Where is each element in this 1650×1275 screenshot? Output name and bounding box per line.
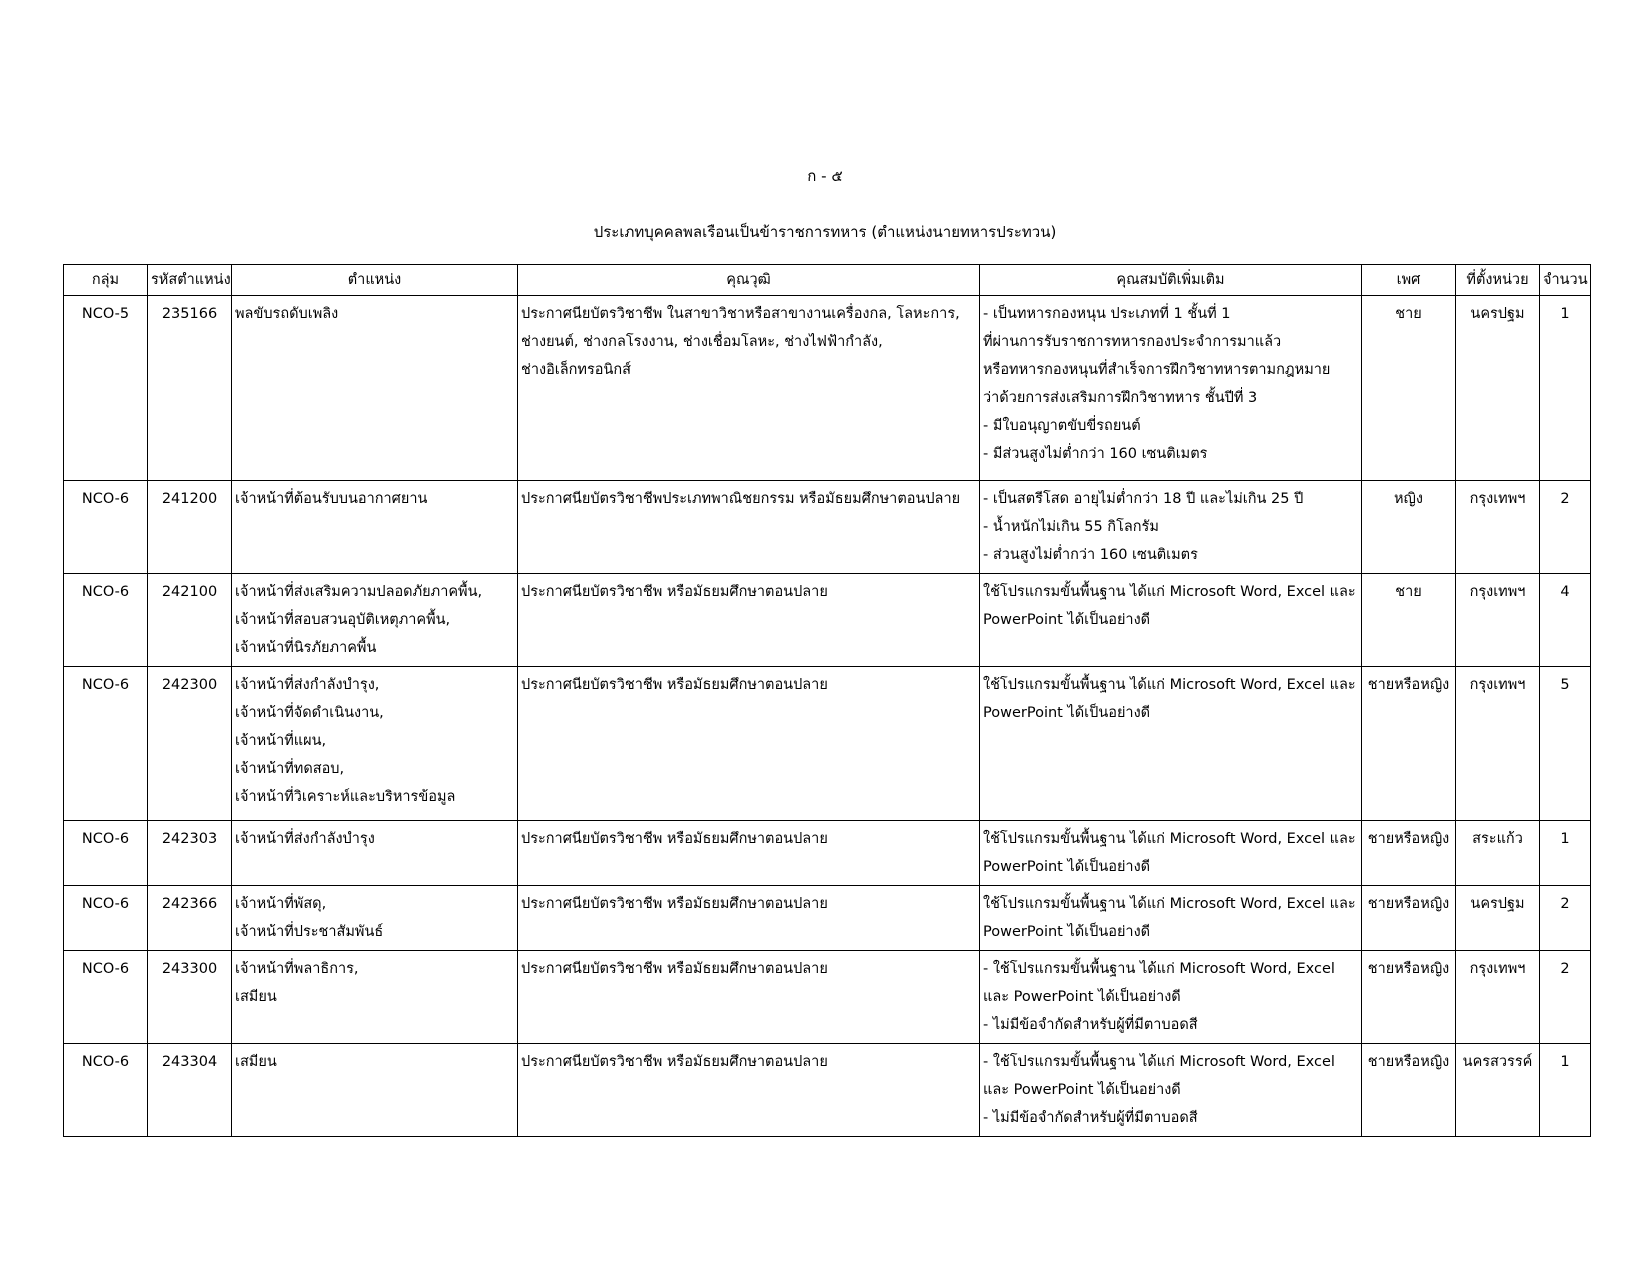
cell-position-line: เจ้าหน้าที่พัสดุ, [235,896,327,912]
cell-extra-qualification [980,886,1362,951]
cell-qualification [518,1044,980,1137]
cell-position [232,296,518,481]
cell-extra-qualification-line: - ส่วนสูงไม่ต่ำกว่า 160 เซนติเมตร [983,547,1198,563]
table-row [64,886,1591,951]
cell-extra-qualification [980,296,1362,481]
cell-qualification [518,574,980,667]
cell-extra-qualification-line: และ PowerPoint ได้เป็นอย่างดี [983,989,1181,1005]
cell-position-code: 243304 [148,1044,232,1137]
cell-qualification-line: ประกาศนียบัตรวิชาชีพ หรือมัธยมศึกษาตอนปลาย [521,677,828,693]
cell-group: NCO-6 [64,1044,148,1137]
header-qualification: คุณวุฒิ [518,265,980,296]
header-location: ที่ตั้งหน่วย [1456,265,1540,296]
header-extra-qualification: คุณสมบัติเพิ่มเติม [980,265,1362,296]
cell-qualification [518,296,980,481]
cell-extra-qualification-line: PowerPoint ได้เป็นอย่างดี [983,859,1151,875]
cell-sex: ชายหรือหญิง [1362,667,1456,821]
cell-position [232,951,518,1044]
cell-position-line: เจ้าหน้าที่จัดดำเนินงาน, [235,705,384,721]
cell-extra-qualification-line: PowerPoint ได้เป็นอย่างดี [983,924,1151,940]
cell-position [232,667,518,821]
cell-count: 4 [1540,574,1591,667]
cell-position-code: 242303 [148,821,232,886]
cell-qualification-line: ประกาศนียบัตรวิชาชีพประเภทพาณิชยกรรม หรือมัธยมศึกษาตอนปลาย [521,491,961,507]
cell-qualification [518,481,980,574]
document-title: ประเภทบุคคลพลเรือนเป็นข้าราชการทหาร (ตำแหน่งนายทหารประทวน) [593,223,1057,241]
cell-position [232,886,518,951]
cell-extra-qualification-line: หรือทหารกองหนุนที่สำเร็จการฝึกวิชาทหารตามกฎหมาย [983,362,1331,378]
cell-count: 1 [1540,1044,1591,1137]
cell-extra-qualification-line: - น้ำหนักไม่เกิน 55 กิโลกรัม [983,519,1159,535]
cell-location: นครปฐม [1456,296,1540,481]
cell-count: 1 [1540,296,1591,481]
cell-qualification-line: ประกาศนียบัตรวิชาชีพ ในสาขาวิชาหรือสาขางานเครื่องกล, โลหะการ, [521,306,960,322]
cell-position-code: 241200 [148,481,232,574]
cell-qualification-line: ช่างอิเล็กทรอนิกส์ [521,362,631,378]
cell-position [232,821,518,886]
cell-position-line: เสมียน [235,989,277,1005]
cell-location: นครสวรรค์ [1456,1044,1540,1137]
cell-position-line: เจ้าหน้าที่ส่งกำลังบำรุง, [235,677,380,693]
cell-location: นครปฐม [1456,886,1540,951]
header-position: ตำแหน่ง [232,265,518,296]
cell-qualification-line: ประกาศนียบัตรวิชาชีพ หรือมัธยมศึกษาตอนปลาย [521,584,828,600]
table-header-row [64,265,1591,296]
cell-extra-qualification [980,667,1362,821]
cell-extra-qualification [980,821,1362,886]
cell-location: กรุงเทพฯ [1456,667,1540,821]
cell-extra-qualification [980,481,1362,574]
cell-position-line: เจ้าหน้าที่นิรภัยภาคพื้น [235,640,377,656]
cell-position-line: เจ้าหน้าที่ประชาสัมพันธ์ [235,924,384,940]
cell-sex: ชายหรือหญิง [1362,951,1456,1044]
cell-count: 5 [1540,667,1591,821]
cell-position-line: เจ้าหน้าที่สอบสวนอุบัติเหตุภาคพื้น, [235,612,451,628]
table-row [64,951,1591,1044]
cell-position-line: เจ้าหน้าที่ส่งเสริมความปลอดภัยภาคพื้น, [235,584,483,600]
cell-position-code: 242300 [148,667,232,821]
cell-sex: ชาย [1362,574,1456,667]
cell-group: NCO-5 [64,296,148,481]
cell-extra-qualification-line: - เป็นสตรีโสด อายุไม่ต่ำกว่า 18 ปี และไม่เกิน 25 ปี [983,491,1304,507]
cell-position-code: 243300 [148,951,232,1044]
cell-extra-qualification-line: PowerPoint ได้เป็นอย่างดี [983,705,1151,721]
cell-location: กรุงเทพฯ [1456,574,1540,667]
cell-group: NCO-6 [64,821,148,886]
header-code: รหัสตำแหน่ง [148,265,232,296]
cell-extra-qualification-line: - ไม่มีข้อจำกัดสำหรับผู้ที่มีตาบอดสี [983,1110,1198,1126]
cell-position-line: พลขับรถดับเพลิง [235,306,339,322]
table-row [64,481,1591,574]
cell-qualification [518,821,980,886]
table-row [64,667,1591,821]
cell-extra-qualification-line: และ PowerPoint ได้เป็นอย่างดี [983,1082,1181,1098]
positions-table [63,264,1591,1137]
header-count: จำนวน [1540,265,1591,296]
cell-qualification [518,667,980,821]
cell-extra-qualification-line: ใช้โปรแกรมขั้นพื้นฐาน ได้แก่ Microsoft Word, Excel และ [983,831,1356,847]
page-number: ก - ๕ [807,167,843,185]
cell-extra-qualification-line: ใช้โปรแกรมขั้นพื้นฐาน ได้แก่ Microsoft Word, Excel และ [983,677,1356,693]
cell-qualification [518,951,980,1044]
cell-extra-qualification-line: - มีใบอนุญาตขับขี่รถยนต์ [983,418,1141,434]
cell-sex: ชายหรือหญิง [1362,886,1456,951]
table-row [64,821,1591,886]
cell-extra-qualification-line: - ไม่มีข้อจำกัดสำหรับผู้ที่มีตาบอดสี [983,1017,1198,1033]
cell-location: สระแก้ว [1456,821,1540,886]
cell-location: กรุงเทพฯ [1456,951,1540,1044]
cell-extra-qualification [980,951,1362,1044]
table-body [64,296,1591,1137]
cell-extra-qualification-line: - มีส่วนสูงไม่ต่ำกว่า 160 เซนติเมตร [983,446,1208,462]
cell-count: 2 [1540,481,1591,574]
cell-position-line: เจ้าหน้าที่ต้อนรับบนอากาศยาน [235,491,428,507]
cell-extra-qualification-line: ที่ผ่านการรับราชการทหารกองประจำการมาแล้ว [983,334,1282,350]
cell-group: NCO-6 [64,667,148,821]
cell-qualification-line: ประกาศนียบัตรวิชาชีพ หรือมัธยมศึกษาตอนปลาย [521,896,828,912]
cell-position-line: เจ้าหน้าที่วิเคราะห์และบริหารข้อมูล [235,789,456,805]
cell-qualification-line: ประกาศนียบัตรวิชาชีพ หรือมัธยมศึกษาตอนปลาย [521,961,828,977]
cell-extra-qualification-line: PowerPoint ได้เป็นอย่างดี [983,612,1151,628]
cell-extra-qualification-line: ใช้โปรแกรมขั้นพื้นฐาน ได้แก่ Microsoft Word, Excel และ [983,584,1356,600]
cell-position [232,481,518,574]
cell-group: NCO-6 [64,951,148,1044]
header-sex: เพศ [1362,265,1456,296]
cell-position-line: เจ้าหน้าที่ทดสอบ, [235,761,345,777]
cell-position [232,1044,518,1137]
cell-sex: ชาย [1362,296,1456,481]
table-row [64,574,1591,667]
cell-position-code: 242100 [148,574,232,667]
cell-sex: ชายหรือหญิง [1362,1044,1456,1137]
cell-extra-qualification-line: - เป็นทหารกองหนุน ประเภทที่ 1 ชั้นที่ 1 [983,306,1231,322]
cell-qualification-line: ประกาศนียบัตรวิชาชีพ หรือมัธยมศึกษาตอนปลาย [521,1054,828,1070]
cell-qualification [518,886,980,951]
cell-position-code: 235166 [148,296,232,481]
table-row [64,1044,1591,1137]
cell-sex: หญิง [1362,481,1456,574]
cell-location: กรุงเทพฯ [1456,481,1540,574]
cell-extra-qualification-line: - ใช้โปรแกรมขั้นพื้นฐาน ได้แก่ Microsoft Word, Excel [983,1054,1335,1070]
cell-group: NCO-6 [64,574,148,667]
cell-qualification-line: ช่างยนต์, ช่างกลโรงงาน, ช่างเชื่อมโลหะ, ช่างไฟฟ้ากำลัง, [521,334,883,350]
cell-count: 2 [1540,886,1591,951]
cell-extra-qualification-line: - ใช้โปรแกรมขั้นพื้นฐาน ได้แก่ Microsoft Word, Excel [983,961,1335,977]
cell-group: NCO-6 [64,481,148,574]
table-row [64,296,1591,481]
cell-position-line: เจ้าหน้าที่แผน, [235,733,327,749]
cell-position-code: 242366 [148,886,232,951]
cell-count: 1 [1540,821,1591,886]
cell-position-line: เจ้าหน้าที่ส่งกำลังบำรุง [235,831,375,847]
cell-extra-qualification [980,574,1362,667]
cell-sex: ชายหรือหญิง [1362,821,1456,886]
cell-qualification-line: ประกาศนียบัตรวิชาชีพ หรือมัธยมศึกษาตอนปลาย [521,831,828,847]
cell-position-line: เจ้าหน้าที่พลาธิการ, [235,961,359,977]
cell-group: NCO-6 [64,886,148,951]
cell-position-line: เสมียน [235,1054,277,1070]
cell-position [232,574,518,667]
cell-count: 2 [1540,951,1591,1044]
cell-extra-qualification-line: ว่าด้วยการส่งเสริมการฝึกวิชาทหาร ชั้นปีที่ 3 [983,390,1258,406]
cell-extra-qualification [980,1044,1362,1137]
header-group: กลุ่ม [64,265,148,296]
cell-extra-qualification-line: ใช้โปรแกรมขั้นพื้นฐาน ได้แก่ Microsoft Word, Excel และ [983,896,1356,912]
